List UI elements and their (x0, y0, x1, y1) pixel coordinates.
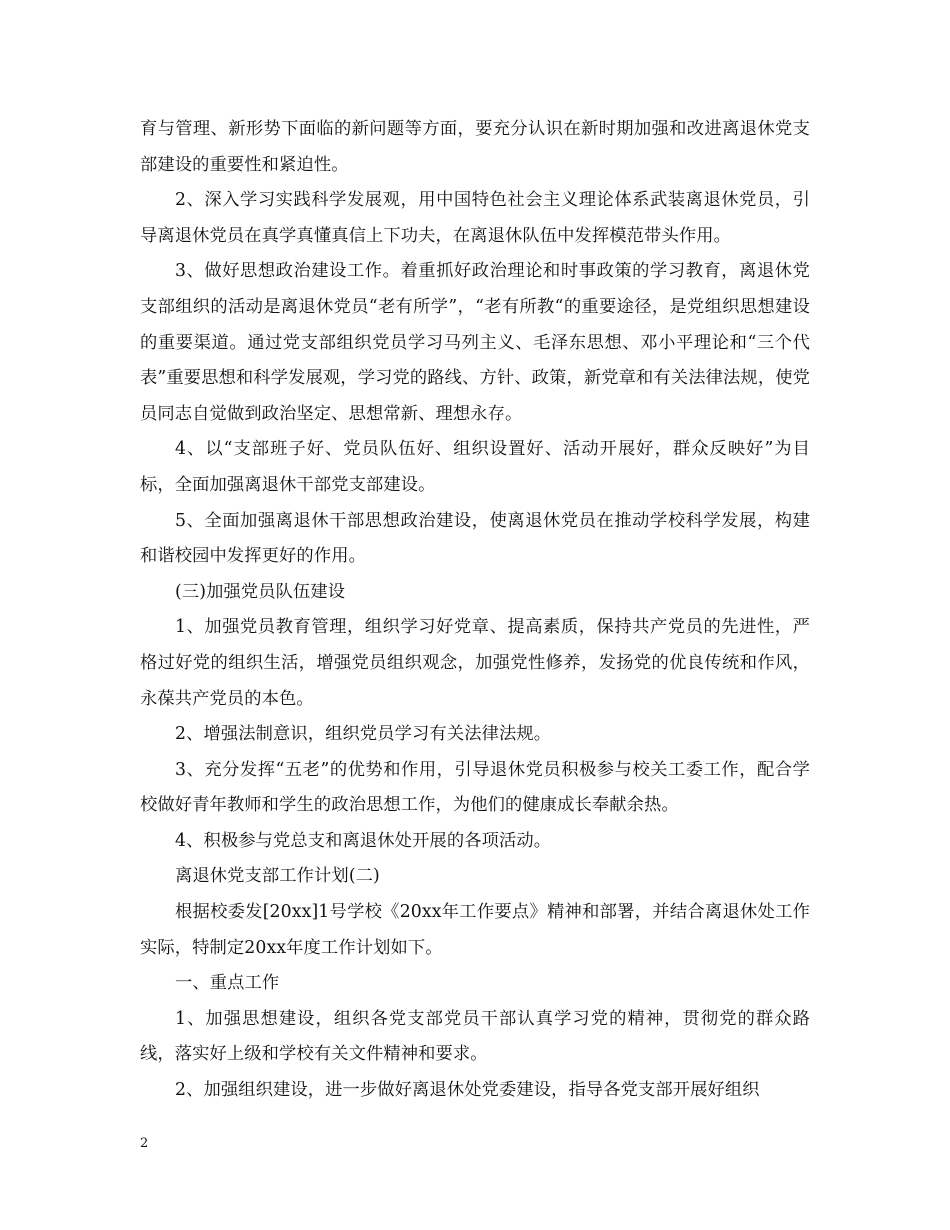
paragraph: 3、做好思想政治建设工作。着重抓好政治理论和时事政策的学习教育，离退休党支部组织的活动是离退休党员“老有所学”，“老有所教“的重要途径，是党组织思想建设的重要渠道。通过党支部组织党员学习马列主义、毛泽东思想、邓小平理论和“三个代表”重要思想和科学发展观，学习党的路线、方针、政策，新党章和有关法律法规，使党员同志自觉做到政治坚定、思想常新、理想永存。 (140, 261, 810, 424)
paragraph: 3、充分发挥“五老”的优势和作用，引导退休党员积极参与校关工委工作，配合学校做好青年教师和学生的政治思想工作，为他们的健康成长奉献余热。 (140, 759, 810, 816)
paragraph: 4、以“支部班子好、党员队伍好、组织设置好、活动开展好，群众反映好”为目标，全面加强离退休干部党支部建设。 (140, 439, 810, 495)
page-number: 2 (140, 1136, 149, 1151)
paragraph: 1、加强党员教育管理，组织学习好党章、提高素质，保持共产党员的先进性，严格过好党的组织生活，增强党员组织观念，加强党性修养，发扬党的优良传统和作风，永葆共产党员的本色。 (140, 617, 810, 709)
paragraph: 2、增强法制意识，组织党员学习有关法律法规。 (175, 724, 552, 745)
paragraph: 1、加强思想建设，组织各党支部党员干部认真学习党的精神，贯彻党的群众路线，落实好上级和学校有关文件精神和要求。 (140, 1008, 810, 1065)
document-subtitle: 离退休党支部工作计划(二) (175, 866, 380, 887)
paragraph: 2、加强组织建设，进一步做好离退休处党委建设，指导各党支部开展好组织 (175, 1080, 760, 1101)
paragraph: 根据校委发[20xx]1号学校《20xx年工作要点》精神和部署，并结合离退休处工作实际，特制定20xx年度工作计划如下。 (140, 902, 810, 958)
paragraph: 育与管理、新形势下面临的新问题等方面，要充分认识在新时期加强和改进离退休党支部建设的重要性和紧迫性。 (140, 119, 810, 175)
section-heading: (三)加强党员队伍建设 (175, 581, 346, 602)
section-heading: 一、重点工作 (175, 973, 280, 994)
paragraph: 2、深入学习实践科学发展观，用中国特色社会主义理论体系武装离退休党员，引导离退休党员在真学真懂真信上下功夫，在离退休队伍中发挥模范带头作用。 (140, 190, 810, 246)
paragraph: 4、积极参与党总支和离退休处开展的各项活动。 (175, 830, 552, 851)
document-body (140, 112, 810, 1109)
paragraph: 5、全面加强离退休干部思想政治建设，使离退休党员在推动学校科学发展，构建和谐校园中发挥更好的作用。 (140, 510, 810, 567)
